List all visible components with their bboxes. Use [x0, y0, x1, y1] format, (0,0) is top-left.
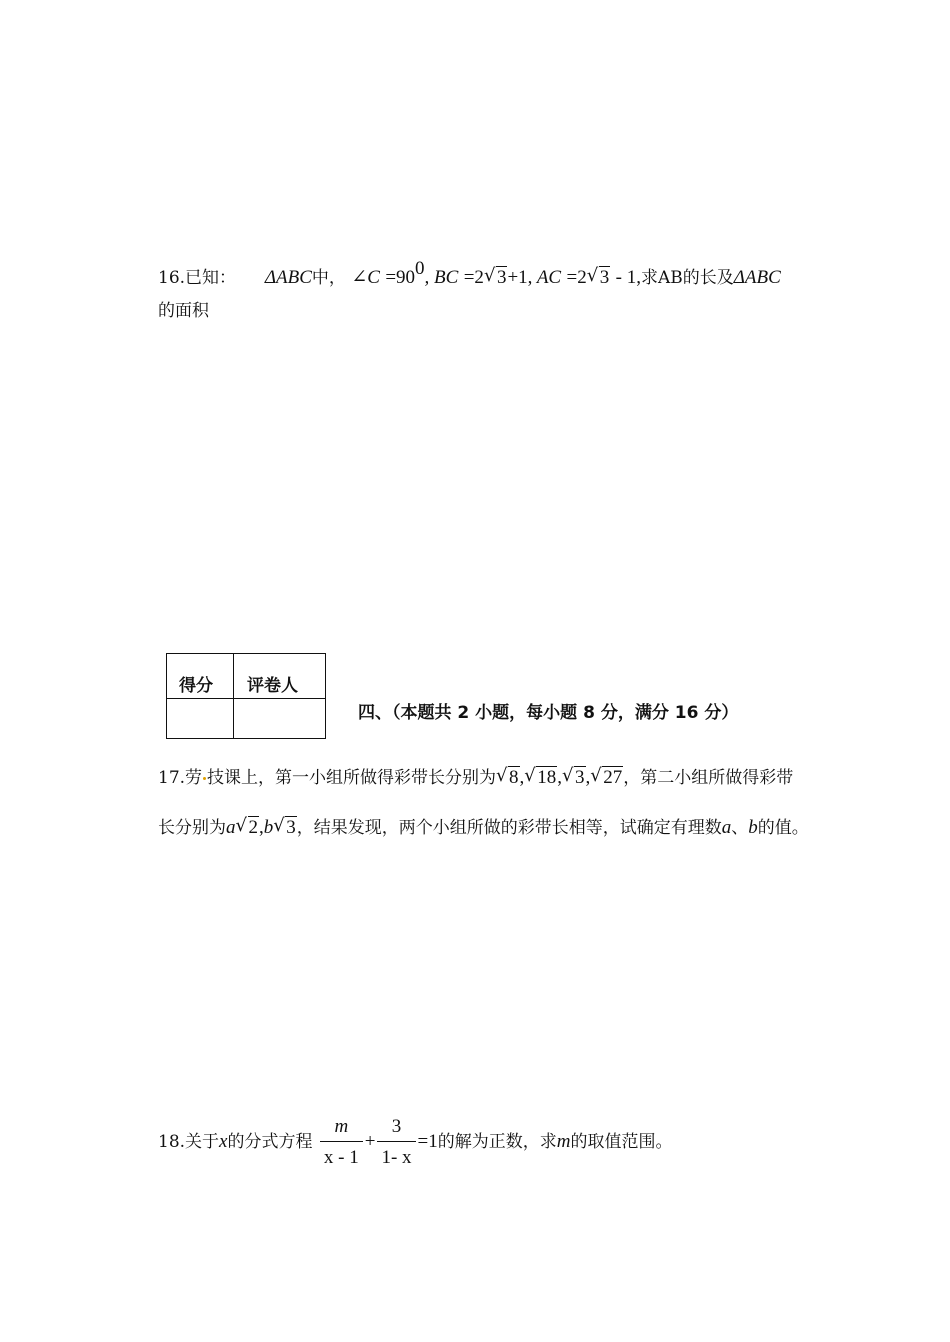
- plus-sign: +: [364, 1131, 376, 1152]
- q16-prefix: 已知：: [185, 268, 237, 288]
- q16-line2: 的面积: [158, 301, 209, 321]
- q16-number: 16.: [158, 268, 186, 288]
- table-divider: [167, 698, 325, 699]
- question-17-line2: 长分别为a√ 2,b√ 3，结果发现，两个小组所做的彩带长相等，试确定有理数a、b的值。: [158, 815, 809, 841]
- q17-text: 的值。: [757, 818, 809, 838]
- q18-var-x: x: [219, 1131, 228, 1152]
- q16-bc-label: , BC: [424, 267, 459, 288]
- q17-var-a: a: [721, 817, 732, 838]
- equals: =1: [417, 1131, 438, 1152]
- fraction-denominator: 1- x: [381, 1147, 412, 1168]
- sqrt-icon: [497, 765, 520, 791]
- q17-root: 2: [248, 817, 258, 838]
- q16-bc-eq: =2: [463, 267, 484, 288]
- sqrt-icon: [563, 765, 586, 791]
- q18-number: 18.: [158, 1132, 186, 1152]
- q18-text: 的分式方程: [227, 1132, 313, 1152]
- q17-var-b: b: [748, 817, 758, 838]
- q17-sep: 、: [731, 818, 749, 838]
- score-label: 得分: [179, 676, 213, 696]
- q17-text: 技课上，第一小组所做得彩带长分别为: [207, 768, 497, 788]
- q17-text: 长分别为: [158, 818, 226, 838]
- q17-root: 27: [603, 767, 623, 788]
- q16-bc-tail: +1,: [507, 267, 533, 288]
- fraction-numerator: 3: [377, 1115, 415, 1142]
- fraction: [377, 1115, 415, 1170]
- question-18: [158, 1112, 672, 1172]
- section-heading: 四、（本题共 2 小题，每小题 8 分，满分 16 分）: [358, 703, 739, 723]
- q17-number: 17.: [158, 768, 186, 788]
- question-17: 17.劳 技课上，第一小组所做得彩带长分别为√ 8,√ 18,√ 3,√ 27，第二小组所做得彩带: [158, 765, 793, 791]
- q16-mid1: 中，: [311, 268, 346, 288]
- q16-ac-root: 3: [599, 267, 610, 288]
- q17-text: ，第二小组所做得彩带: [623, 768, 794, 788]
- q16-triangle2: ΔABC: [733, 267, 781, 288]
- q16-ac-tail: - 1,: [615, 267, 641, 288]
- q16-ac-label: AC: [532, 267, 562, 288]
- grader-label: 评卷人: [247, 676, 298, 696]
- q16-triangle: ΔABC: [264, 267, 312, 288]
- q18-var-m: m: [556, 1131, 571, 1152]
- q18-text: 的解为正数，求: [437, 1132, 557, 1152]
- stray-dot: [203, 777, 206, 780]
- sqrt-icon: [591, 765, 623, 791]
- q18-text: 的取值范围。: [570, 1132, 673, 1152]
- q17-var-b: b: [263, 817, 274, 838]
- score-table: [166, 653, 326, 739]
- q17-text: 劳: [185, 768, 203, 788]
- sqrt-icon: [237, 815, 260, 841]
- q17-root: 18: [537, 767, 557, 788]
- fraction-denominator: x - 1: [323, 1147, 359, 1168]
- q16-ask: 求AB的长及: [640, 268, 734, 288]
- q16-angle-sup: 0: [415, 258, 425, 279]
- q16-bc-root: 3: [496, 267, 507, 288]
- table-divider: [233, 654, 234, 738]
- sqrt-icon: [525, 765, 557, 791]
- q16-angle-val: =90: [385, 267, 416, 288]
- q17-var-a: a: [226, 817, 236, 838]
- sqrt-icon: [588, 265, 611, 291]
- sqrt-icon: [274, 815, 297, 841]
- fraction: [320, 1115, 363, 1170]
- q17-text: ，结果发现，两个小组所做的彩带长相等，试确定有理数: [296, 818, 722, 838]
- fraction-numerator: m: [320, 1115, 363, 1142]
- q16-ac-eq: =2: [566, 267, 587, 288]
- q16-angle-c: ∠C: [351, 267, 380, 288]
- q17-root: 8: [509, 767, 519, 788]
- q17-root: 3: [575, 767, 585, 788]
- question-16: [158, 256, 781, 291]
- q17-root: 3: [286, 817, 296, 838]
- q18-text: 关于: [185, 1132, 220, 1152]
- sqrt-icon: [485, 265, 508, 291]
